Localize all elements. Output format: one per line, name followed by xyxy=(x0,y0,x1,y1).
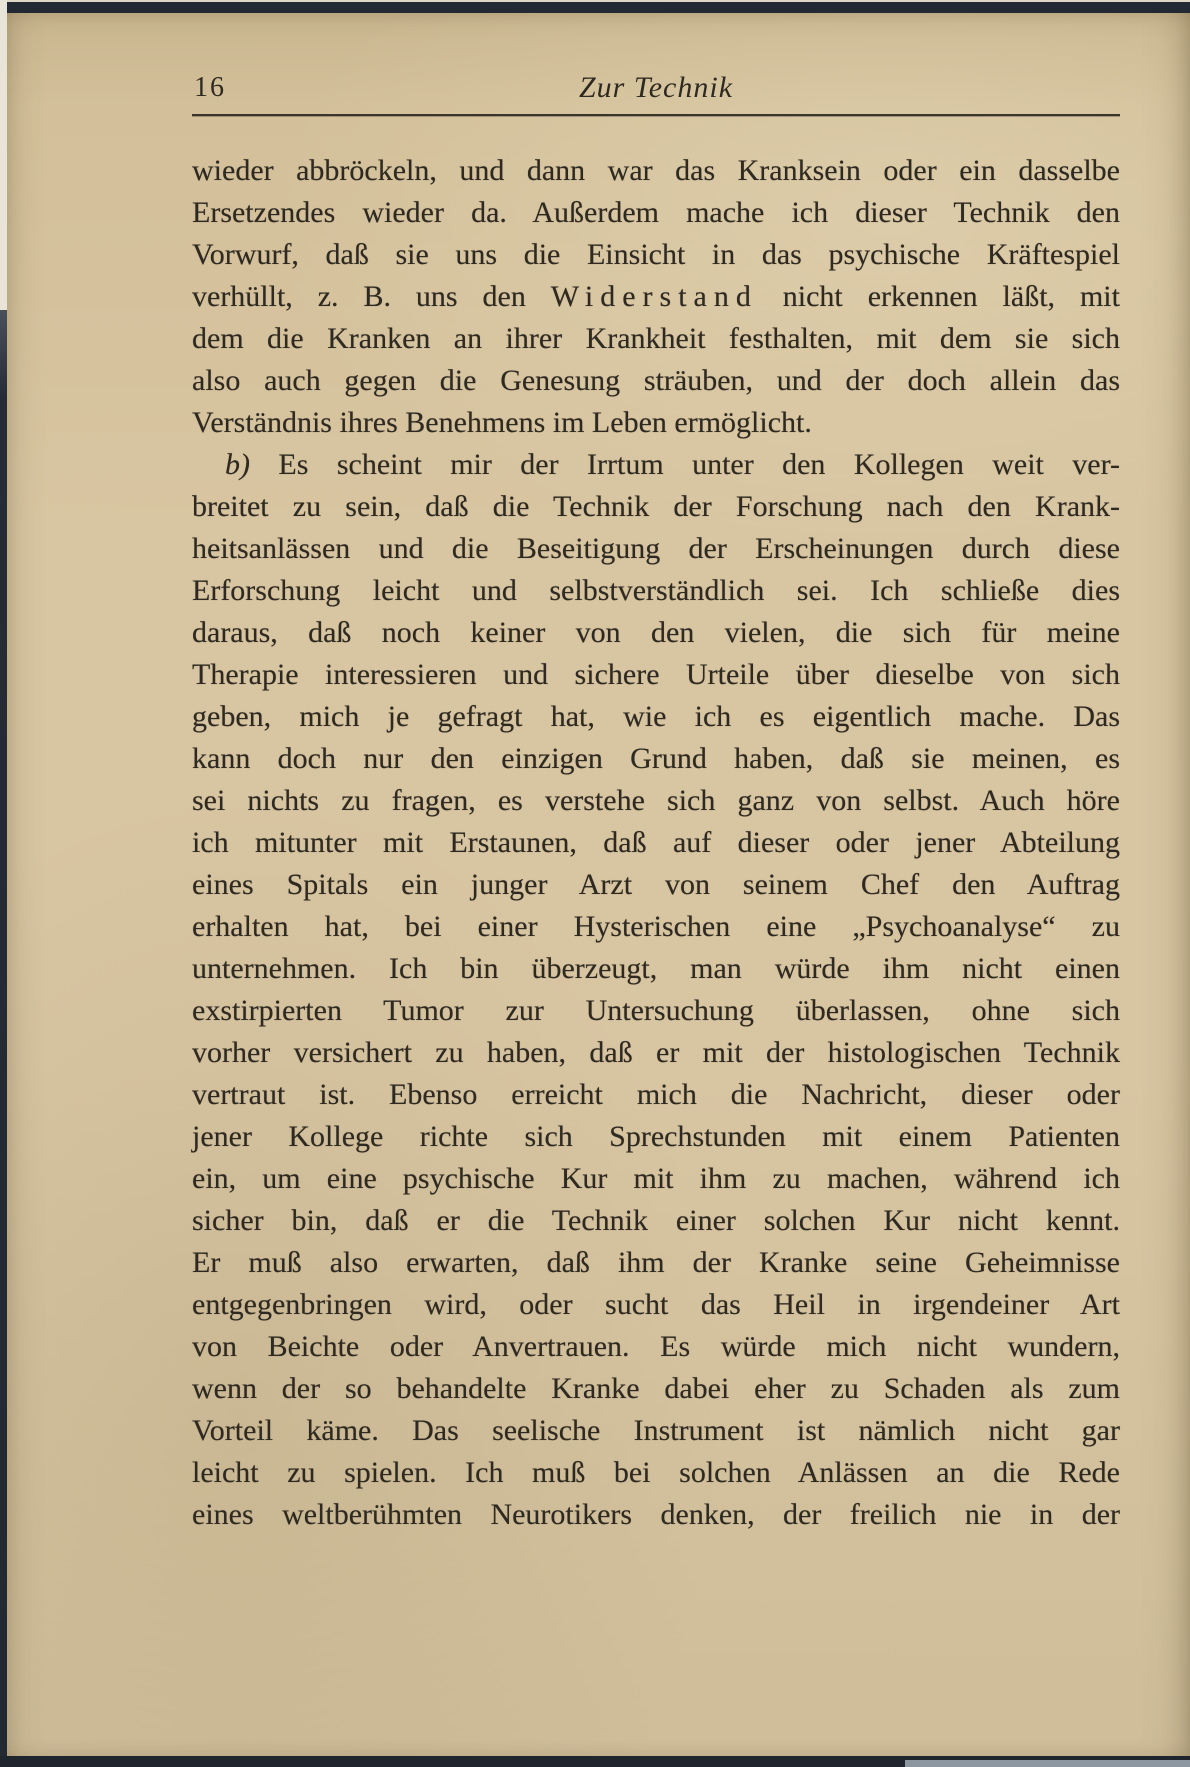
text-segment: nicht erkennen läßt, mit xyxy=(757,280,1120,313)
text-line: erhalten hat, bei einer Hysterischen eine „Psychoanalyse“ zu xyxy=(192,910,1120,943)
text-line: leicht zu spielen. Ich muß bei solchen Anlässen an die Rede xyxy=(192,1456,1120,1489)
text-line: Vorteil käme. Das seelische Instrument ist nämlich nicht gar xyxy=(192,1414,1120,1447)
text-line: exstirpierten Tumor zur Untersuchung überlassen, ohne sich xyxy=(192,994,1120,1027)
text-line: Er muß also erwarten, daß ihm der Kranke seine Geheimnisse xyxy=(192,1246,1120,1279)
page-number: 16 xyxy=(194,72,226,103)
text-line: wieder abbröckeln, und dann war das Kranksein oder ein dasselbe xyxy=(192,154,1120,187)
text-line: eines weltberühmten Neurotikers denken, der freilich nie in der xyxy=(192,1498,1120,1531)
text-line: sicher bin, daß er die Technik einer solchen Kur nicht kennt. xyxy=(192,1204,1120,1237)
header-rule xyxy=(192,114,1120,116)
text-line: unternehmen. Ich bin überzeugt, man würde ihm nicht einen xyxy=(192,952,1120,985)
text-line: breitet zu sein, daß die Technik der Forschung nach den Krank- xyxy=(192,490,1120,523)
text-line: dem die Kranken an ihrer Krankheit festhalten, mit dem sie sich xyxy=(192,322,1120,355)
text-line: jener Kollege richte sich Sprechstunden mit einem Patienten xyxy=(192,1120,1120,1153)
text-line: Verständnis ihres Benehmens im Leben ermöglicht. xyxy=(192,406,812,439)
text-line: wenn der so behandelte Kranke dabei eher zu Schaden als zum xyxy=(192,1372,1120,1405)
text-line: von Beichte oder Anvertrauen. Es würde mich nicht wundern, xyxy=(192,1330,1120,1363)
text-line: vorher versichert zu haben, daß er mit der histologischen Technik xyxy=(192,1036,1120,1069)
text-line: also auch gegen die Genesung sträuben, und der doch allein das xyxy=(192,364,1120,397)
text-line: heitsanlässen und die Beseitigung der Erscheinungen durch diese xyxy=(192,532,1120,565)
emphasized-word: Widerstand xyxy=(550,280,758,313)
text-line: Erforschung leicht und selbstverständlich sei. Ich schließe dies xyxy=(192,574,1120,607)
text-segment: Es scheint mir der Irrtum unter den Kollegen weit ver- xyxy=(250,448,1120,481)
text-line: Ersetzendes wieder da. Außerdem mache ich dieser Technik den xyxy=(192,196,1120,229)
text-line: vertraut ist. Ebenso erreicht mich die Nachricht, dieser oder xyxy=(192,1078,1120,1111)
text-line: Vorwurf, daß sie uns die Einsicht in das psychische Kräftespiel xyxy=(192,238,1120,271)
body-text xyxy=(192,150,1120,1536)
text-line: ein, um eine psychische Kur mit ihm zu machen, während ich xyxy=(192,1162,1120,1195)
page-header xyxy=(192,70,1120,106)
text-line: eines Spitals ein junger Arzt von seinem Chef den Auftrag xyxy=(192,868,1120,901)
text-line xyxy=(192,276,1120,318)
text-segment: verhüllt, z. B. uns den xyxy=(192,280,551,313)
text-line: daraus, daß noch keiner von den vielen, die sich für meine xyxy=(192,616,1120,649)
text-line: geben, mich je gefragt hat, wie ich es eigentlich mache. Das xyxy=(192,700,1120,733)
text-line: kann doch nur den einzigen Grund haben, daß sie meinen, es xyxy=(192,742,1120,775)
scan-left-edge-light xyxy=(0,0,7,310)
text-line: entgegenbringen wird, oder sucht das Heil in irgendeiner Art xyxy=(192,1288,1120,1321)
scan-left-edge xyxy=(0,310,7,1758)
text-line: ich mitunter mit Erstaunen, daß auf dieser oder jener Abteilung xyxy=(192,826,1120,859)
text-line: Therapie interessieren und sichere Urteile über dieselbe von sich xyxy=(192,658,1120,691)
running-title: Zur Technik xyxy=(578,71,734,104)
scan-bottom-edge-light xyxy=(905,1760,1190,1767)
text-line: sei nichts zu fragen, es verstehe sich ganz von selbst. Auch höre xyxy=(192,784,1120,817)
text-line xyxy=(192,444,1120,486)
text-block xyxy=(192,0,1120,1536)
paragraph-marker: b) xyxy=(225,448,250,481)
